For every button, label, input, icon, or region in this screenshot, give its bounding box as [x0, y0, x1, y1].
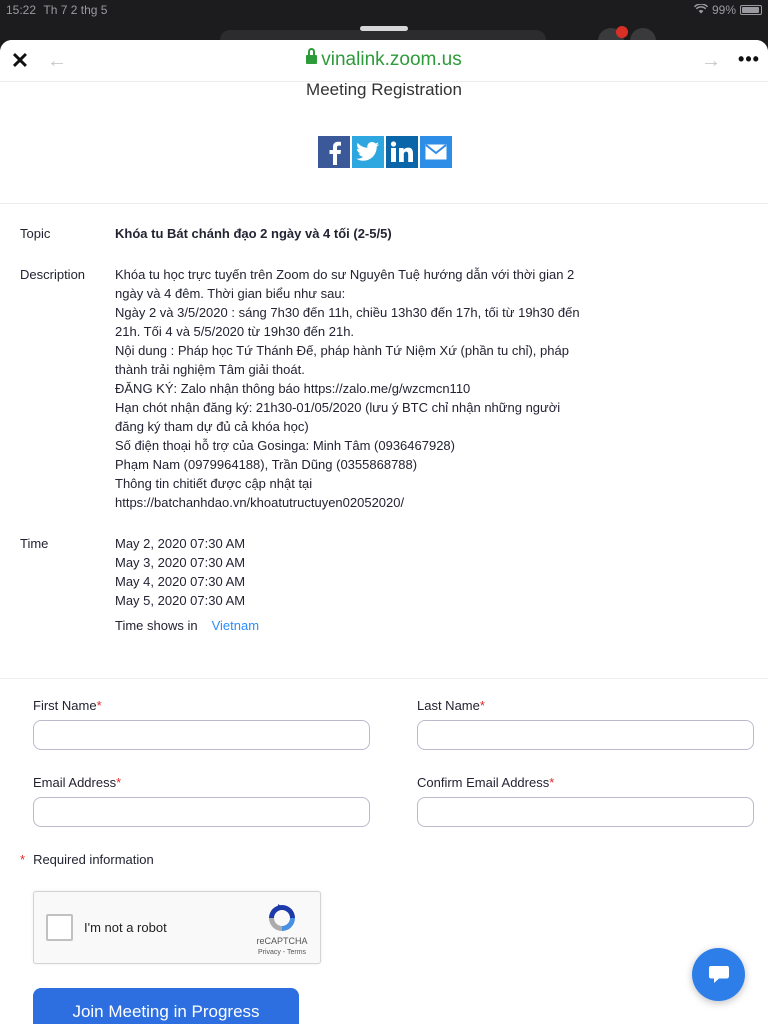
timezone-row — [115, 616, 605, 635]
description-line: đăng ký tham dự đủ cả khóa học) — [115, 419, 309, 434]
email-label — [33, 775, 121, 790]
description-label: Description — [20, 267, 86, 282]
time-row — [20, 534, 740, 638]
meeting-time: May 2, 2020 07:30 AM — [115, 536, 246, 551]
description-line: Hạn chót nhận đăng ký: 21h30-01/05/2020 (lưu ý BTC chỉ nhận những người — [115, 400, 561, 415]
browser-sheet — [0, 40, 768, 1024]
linkedin-share-button[interactable] — [386, 136, 418, 168]
time-label: Time — [20, 536, 49, 551]
recaptcha-privacy-terms-link[interactable]: Privacy - Terms — [257, 949, 307, 956]
description-line: ngày và 4 đêm. Thời gian biểu như sau: — [115, 286, 346, 301]
last-name-input[interactable] — [417, 720, 754, 750]
description-line: Nội dung : Pháp học Tứ Thánh Đế, pháp hành Tứ Niệm Xứ (phần tu chỉ), pháp — [115, 343, 569, 358]
battery-percent: 99% — [711, 3, 736, 17]
share-buttons — [318, 136, 452, 168]
timezone-prefix: Time shows in — [115, 618, 198, 633]
confirm-email-label — [417, 775, 554, 790]
page-title: Meeting Registration — [306, 80, 462, 99]
recaptcha-widget — [33, 891, 321, 964]
wifi-icon — [694, 3, 708, 17]
facebook-icon — [324, 139, 344, 165]
linkedin-icon — [390, 141, 414, 163]
email-share-button[interactable] — [420, 136, 452, 168]
sheet-grabber[interactable] — [360, 26, 408, 31]
required-asterisk: * — [20, 852, 26, 867]
forward-arrow-icon[interactable]: → — [701, 50, 721, 72]
meeting-time: May 5, 2020 07:30 AM — [115, 593, 246, 608]
address-bar[interactable] — [0, 49, 768, 71]
description-line: Số điện thoại hỗ trợ của Gosinga: Minh Tâm (0936467928) — [115, 438, 455, 453]
recaptcha-checkbox[interactable] — [46, 914, 73, 941]
description-line: thành trải nghiệm Tâm giải thoát. — [115, 362, 305, 377]
chat-bubble-icon — [708, 965, 730, 985]
notification-badge — [616, 26, 628, 38]
confirm-email-input[interactable] — [417, 797, 754, 827]
description-row — [20, 265, 740, 515]
description-line: ĐĂNG KÝ: Zalo nhận thông báo https://zalo.me/g/wzcmcn110 — [115, 381, 471, 396]
first-name-input[interactable] — [33, 720, 370, 750]
browser-toolbar — [0, 40, 768, 82]
time-value — [115, 534, 605, 635]
required-info-text: Required information — [33, 852, 154, 867]
description-line: Thông tin chitiết được cập nhật tại — [115, 476, 313, 491]
chat-button[interactable] — [692, 948, 745, 1001]
lock-icon — [306, 53, 317, 65]
recaptcha-brand: reCAPTCHA — [256, 936, 308, 946]
status-time: 15:22 — [6, 3, 37, 17]
more-icon[interactable]: ••• — [738, 49, 760, 69]
last-name-label-text: Last Name — [417, 698, 480, 713]
timezone-link[interactable]: Vietnam — [211, 618, 260, 633]
description-line: Ngày 2 và 3/5/2020 : sáng 7h30 đến 11h, chiều 13h30 đến 17h, tối từ 19h30 đến — [115, 305, 580, 320]
join-meeting-button[interactable]: Join Meeting in Progress — [33, 988, 299, 1024]
description-line: 21h. Tối 4 và 5/5/2020 từ 19h30 đến 21h. — [115, 324, 355, 339]
topic-row — [20, 224, 740, 244]
divider — [0, 203, 768, 204]
description-value — [115, 265, 605, 512]
status-date: Th 7 2 thg 5 — [43, 3, 108, 17]
status-time-date — [6, 3, 107, 17]
first-name-label — [33, 698, 102, 713]
topic-value: Khóa tu Bát chánh đạo 2 ngày và 4 tối (2-5/5) — [115, 226, 392, 241]
mail-icon — [425, 144, 447, 160]
back-arrow-icon[interactable]: ← — [47, 50, 67, 72]
required-asterisk: * — [549, 775, 555, 790]
twitter-share-button[interactable] — [352, 136, 384, 168]
last-name-label — [417, 698, 485, 713]
first-name-label-text: First Name — [33, 698, 97, 713]
description-line: Khóa tu học trực tuyến trên Zoom do sư Nguyên Tuệ hướng dẫn với thời gian 2 — [115, 267, 575, 282]
topic-label: Topic — [20, 226, 51, 241]
meeting-time: May 3, 2020 07:30 AM — [115, 555, 246, 570]
required-asterisk: * — [116, 775, 122, 790]
battery-icon — [740, 5, 762, 15]
divider — [0, 678, 768, 679]
required-info-note — [20, 852, 154, 867]
recaptcha-label: I'm not a robot — [84, 920, 167, 935]
email-input[interactable] — [33, 797, 370, 827]
twitter-icon — [356, 142, 380, 162]
required-asterisk: * — [479, 698, 485, 713]
url-text: vinalink.zoom.us — [321, 49, 462, 70]
description-line: Phạm Nam (0979964188), Trần Dũng (0355868788) — [115, 457, 418, 472]
description-line: https://batchanhdao.vn/khoatutructuyen02052020/ — [115, 495, 405, 510]
recaptcha-logo-icon — [266, 902, 298, 934]
required-asterisk: * — [96, 698, 102, 713]
status-bar — [0, 0, 768, 22]
meeting-time: May 4, 2020 07:30 AM — [115, 574, 246, 589]
facebook-share-button[interactable] — [318, 136, 350, 168]
confirm-email-label-text: Confirm Email Address — [417, 775, 550, 790]
email-label-text: Email Address — [33, 775, 117, 790]
status-indicators — [694, 3, 762, 17]
close-icon[interactable]: ✕ — [10, 48, 30, 73]
